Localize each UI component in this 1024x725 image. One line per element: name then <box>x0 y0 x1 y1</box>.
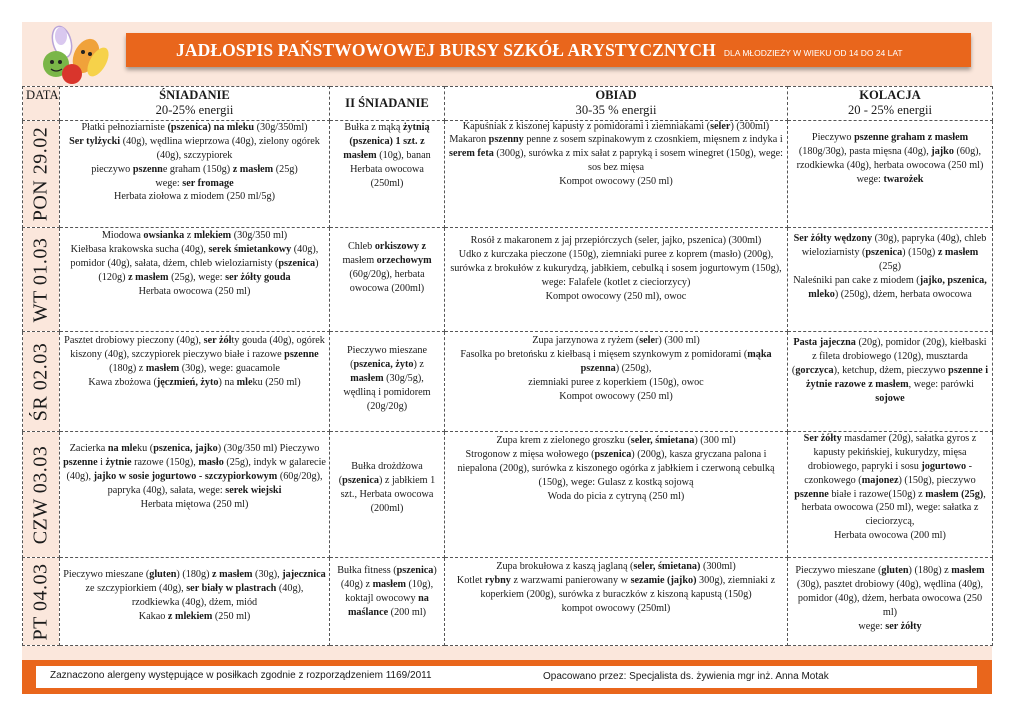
second-breakfast-text: Bułka fitness (pszenica) (40g) z masłem (10g), koktajl owocowy na maślance (200 ml) <box>337 565 437 618</box>
lunch-drink: Kompot owocowy (250 ml), owoc <box>545 290 687 302</box>
header-row <box>23 87 993 121</box>
lunch-main: Makaron pszenny penne z sosem szpinakowym z czosnkiem, mięsnem z indyka i serem feta (300g), surówka z mix sałat z papryką i sosem winegret (150g), wege: sos bez mięsa <box>449 134 783 173</box>
dinner-energy: 20 - 25% energii <box>847 103 933 118</box>
second-breakfast-text: Chleb orkiszowy z masłem orzechowym (60g/20g), herbata owocowa (200ml) <box>342 241 432 294</box>
day-label: PON 29.02 <box>29 126 52 222</box>
breakfast-cell <box>60 121 330 228</box>
date-header: DATA <box>23 87 60 121</box>
lunch-cell <box>445 121 788 228</box>
second-breakfast-cell <box>330 121 445 228</box>
dinner-text: Pieczywo mieszane (gluten) (180g) z masłem (30g), pasztet drobiowy (40g), wędlina (40g), pomidor (40g), dżem, herbata owocowa (250 ml) wege: ser żółty <box>795 565 985 632</box>
lunch-soup: Kapuśniak z kiszonej kapusty z pomidorami i ziemniakami (seler) (300ml) <box>462 121 770 132</box>
vegetables-mascot-logo <box>36 22 116 90</box>
dinner-cell <box>788 558 993 646</box>
day-row <box>23 332 993 432</box>
second-breakfast-cell <box>330 228 445 332</box>
lunch-title: OBIAD <box>595 88 637 102</box>
breakfast-text: Płatki pełnoziarniste (pszenica) na mleku (30g/350ml) Ser tylżycki (40g), wędlina wieprzowa (40g), zielony ogórek (40g), szczypiorek pieczywo pszenne graham (150g) z masłem (25g) wege: ser fromage <box>69 122 320 189</box>
lunch-drink: kompot owocowy (250ml) <box>561 602 671 614</box>
breakfast-drink: Kakao z mlekiem (250 ml) <box>138 610 251 622</box>
breakfast-cell <box>60 558 330 646</box>
dinner-text: Ser żółty masdamer (20g), sałatka gyros z kapusty pekińskiej, kukurydzy, mięsa drobiowego, papryki i sosu jogurtowo - czonkowego (majonez) (150g), pieczywo pszenne białe i razowe(150g) z masłem (25g), herbata owocowa (250 ml), wege: sałatka z cieciorzycą, Herbata owocowa (200 ml) <box>794 433 986 542</box>
lunch-drink: Woda do picia z cytryną (250 ml) <box>547 490 685 502</box>
lunch-energy: 30-35 % energii <box>575 103 657 118</box>
day-row <box>23 432 993 558</box>
breakfast-cell <box>60 432 330 558</box>
footer-bar <box>22 660 992 694</box>
second-breakfast-text: Bułka drożdżowa (pszenica) z jabłkiem 1 szt., Herbata owocowa (200ml) <box>338 461 436 514</box>
lunch-main: Strogonow z mięsa wołowego (pszenica) (200g), kasza gryczana palona i niepalona (200g), surówka z kiszonego ogórka z jabłkiem i czerwoną cebulką (150g), wege: Gulasz z kostką sojową <box>457 448 775 488</box>
day-cell <box>23 121 60 228</box>
page-title: JADŁOSPIS PAŃSTWOWOWEJ BURSY SZKÓŁ ARYSTYCZNYCH <box>176 39 716 60</box>
breakfast-drink: Herbata miętowa (250 ml) <box>140 498 249 510</box>
breakfast-energy: 20-25% energii <box>155 103 234 118</box>
day-row <box>23 558 993 646</box>
lunch-soup: Zupa jarzynowa z ryżem (seler) (300 ml) <box>532 335 700 346</box>
page-subtitle: DLA MŁODZIEŻY W WIEKU OD 14 DO 24 LAT <box>723 47 903 58</box>
lunch-soup: Rosół z makaronem z jaj przepiórczych (seler, jajko, pszenica) (300ml) <box>470 235 762 246</box>
lunch-cell <box>445 332 788 432</box>
lunch-main: Fasolka po bretońsku z kiełbasą i mięsem szynkowym z pomidorami (mąka pszenna) (250g), ziemniaki puree z koperkiem (150g), owoc <box>460 348 772 388</box>
lunch-drink: Kompot owocowy (250 ml) <box>559 175 673 187</box>
breakfast-cell <box>60 332 330 432</box>
dinner-header <box>788 87 993 121</box>
title-bar <box>126 33 971 67</box>
footer-panel <box>36 666 977 688</box>
breakfast-cell <box>60 228 330 332</box>
day-row <box>23 121 993 228</box>
day-label: ŚR 02.03 <box>29 342 52 421</box>
day-cell <box>23 558 60 646</box>
second-breakfast-title: II ŚNIADANIE <box>345 96 429 111</box>
dinner-cell <box>788 121 993 228</box>
second-breakfast-text: Pieczywo mieszane (pszenica, żyto) z masłem (30g/5g), wędliną i pomidorem (20g/20g) <box>343 345 431 412</box>
day-label: WT 01.03 <box>29 237 52 322</box>
dinner-cell <box>788 432 993 558</box>
dinner-text: Ser żółty wędzony (30g), papryka (40g), chleb wieloziarnisty (pszenica) (150g) z masłem (25g) Naleśniki pan cake z miodem (jajko, pszenica, mleko) (250g), dżem, herbata owocowa <box>793 233 987 300</box>
breakfast-drink: Herbata owocowa (250 ml) <box>138 285 251 297</box>
breakfast-header <box>60 87 330 121</box>
dinner-title: KOLACJA <box>859 88 921 102</box>
breakfast-text: Miodowa owsianka z mlekiem (30g/350 ml) Kiełbasa krakowska sucha (40g), serek śmietankowy (40g), pomidor (40g), sałata, dżem, chleb wieloziarnisty (pszenica) (120g) z masłem (25g), wege: ser żółty gouda <box>70 230 319 283</box>
dinner-cell <box>788 332 993 432</box>
second-breakfast-text: Bułka z mąką żytnią (pszenica) 1 szt. z masłem (10g), banan Herbata owocowa (250ml) <box>343 122 431 189</box>
day-label: CZW 03.03 <box>29 445 52 544</box>
lunch-main: Kotlet rybny z warzwami panierowany w sezamie (jajko) 300g), ziemniaki z koperkiem (200g), surówka z buraczków z kiszoną kapustą (150g) <box>456 574 776 600</box>
day-cell <box>23 332 60 432</box>
breakfast-drink: Herbata ziołowa z miodem (250 ml/5g) <box>114 191 275 203</box>
lunch-soup: Zupa krem z zielonego groszku (seler, śmietana) (300 ml) <box>496 435 736 446</box>
second-breakfast-cell <box>330 432 445 558</box>
lunch-cell <box>445 558 788 646</box>
lunch-cell <box>445 432 788 558</box>
breakfast-title: ŚNIADANIE <box>159 88 230 102</box>
dinner-cell <box>788 228 993 332</box>
day-cell <box>23 432 60 558</box>
lunch-header <box>445 87 788 121</box>
lunch-cell <box>445 228 788 332</box>
day-label: PT 04.03 <box>29 563 52 640</box>
lunch-soup: Zupa brokułowa z kaszą jaglaną (seler, śmietana) (300ml) <box>496 561 736 572</box>
second-breakfast-header <box>330 87 445 121</box>
day-cell <box>23 228 60 332</box>
menu-table <box>22 86 993 646</box>
prepared-by: Opacowano przez: Specjalista ds. żywienia mgr inż. Anna Motak <box>543 671 829 682</box>
lunch-main: Udko z kurczaka pieczone (150g), ziemniaki puree z koprem (masło) (200g), surówka z brokułów z kukurydzą, jabłkiem, cebulką i sosem jogurtowym (150g), wege: Falafele (kotlet z cieciorzycy) <box>450 248 782 288</box>
allergen-note: Zaznaczono alergeny występujące w posiłkach zgodnie z rozporządzeniem 1169/2011 <box>50 670 432 681</box>
day-row <box>23 228 993 332</box>
breakfast-text: Pieczywo mieszane (gluten) (180g) z masłem (30g), jajecznica ze szczypiorkiem (40g), ser biały w plastrach (40g), rzodkiewka (40g), dżem, miód <box>63 569 326 608</box>
dinner-text: Pieczywo pszenne graham z masłem (180g/30g), pasta mięsna (40g), jajko (60g), rzodkiewka (40g), herbata owocowa (250 ml) wege: twarożek <box>796 132 984 185</box>
breakfast-drink: Kawa zbożowa (jęczmień, żyto) na mleku (250 ml) <box>88 376 301 388</box>
breakfast-text: Pasztet drobiowy pieczony (40g), ser żółty gouda (40g), ogórek kiszony (40g), szczypiorek pieczywo białe i razowe pszenne (180g) z masłem (30g), wege: guacamole <box>64 335 325 374</box>
second-breakfast-cell <box>330 558 445 646</box>
breakfast-text: Zacierka na mleku (pszenica, jajko) (30g/350 ml) Pieczywo pszenne i żytnie razowe (150g), masło (25g), indyk w galarecie (40g), jajko w sosie jogurtowo - szczypiorkowym (60g/20g), papryka (40g), sałata, wege: serek wiejski <box>63 443 326 496</box>
lunch-drink: Kompot owocowy (250 ml) <box>559 390 673 402</box>
dinner-text: Pasta jajeczna (20g), pomidor (20g), kiełbaski z fileta drobiowego (120g), musztarda (gorczyca), ketchup, dżem, pieczywo pszenne i żytnie razowe z masłem, wege: parówki sojowe <box>791 337 989 404</box>
second-breakfast-cell <box>330 332 445 432</box>
